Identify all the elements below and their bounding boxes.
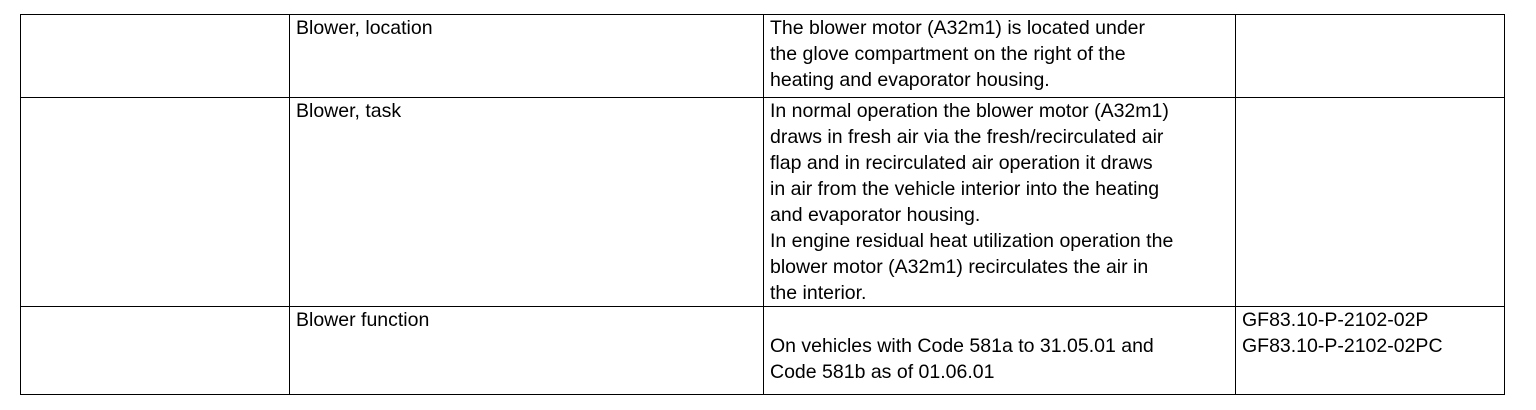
description-line: the interior. [770, 282, 867, 304]
topic-text: Blower, location [296, 17, 433, 39]
table-row [21, 15, 1505, 98]
description-line: and evaporator housing. [770, 204, 981, 226]
description-cell [764, 307, 1236, 395]
description-line: the glove compartment on the right of the [770, 43, 1126, 65]
document-table [20, 14, 1505, 395]
description-line: heating and evaporator housing. [770, 69, 1050, 91]
reference-cell [1236, 98, 1505, 307]
description-line: draws in fresh air via the fresh/recirculated air [770, 126, 1164, 148]
description-line: flap and in recirculated air operation it draws [770, 152, 1153, 174]
topic-cell [290, 98, 764, 307]
topic-text: Blower, task [296, 100, 402, 122]
topic-cell [290, 307, 764, 395]
description-line: Code 581b as of 01.06.01 [770, 361, 995, 383]
document-reference-link[interactable]: GF83.10-P-2102-02PC [1242, 335, 1443, 357]
blank-cell [21, 15, 290, 98]
topic-text: Blower function [296, 309, 430, 331]
reference-cell [1236, 15, 1505, 98]
description-line: blower motor (A32m1) recirculates the air in [770, 256, 1149, 278]
table-row [21, 307, 1505, 395]
table-row [21, 98, 1505, 307]
topic-cell [290, 15, 764, 98]
blank-cell [21, 98, 290, 307]
description-cell [764, 98, 1236, 307]
description-line: in air from the vehicle interior into the heating [770, 178, 1160, 200]
empty-line [770, 307, 1232, 333]
description-line: On vehicles with Code 581a to 31.05.01 and [770, 335, 1154, 357]
description-line: In engine residual heat utilization operation the [770, 230, 1174, 252]
description-line: The blower motor (A32m1) is located under [770, 17, 1146, 39]
document-reference-link[interactable]: GF83.10-P-2102-02P [1242, 309, 1429, 331]
description-cell [764, 15, 1236, 98]
blank-cell [21, 307, 290, 395]
description-line: In normal operation the blower motor (A32m1) [770, 100, 1169, 122]
reference-cell [1236, 307, 1505, 395]
